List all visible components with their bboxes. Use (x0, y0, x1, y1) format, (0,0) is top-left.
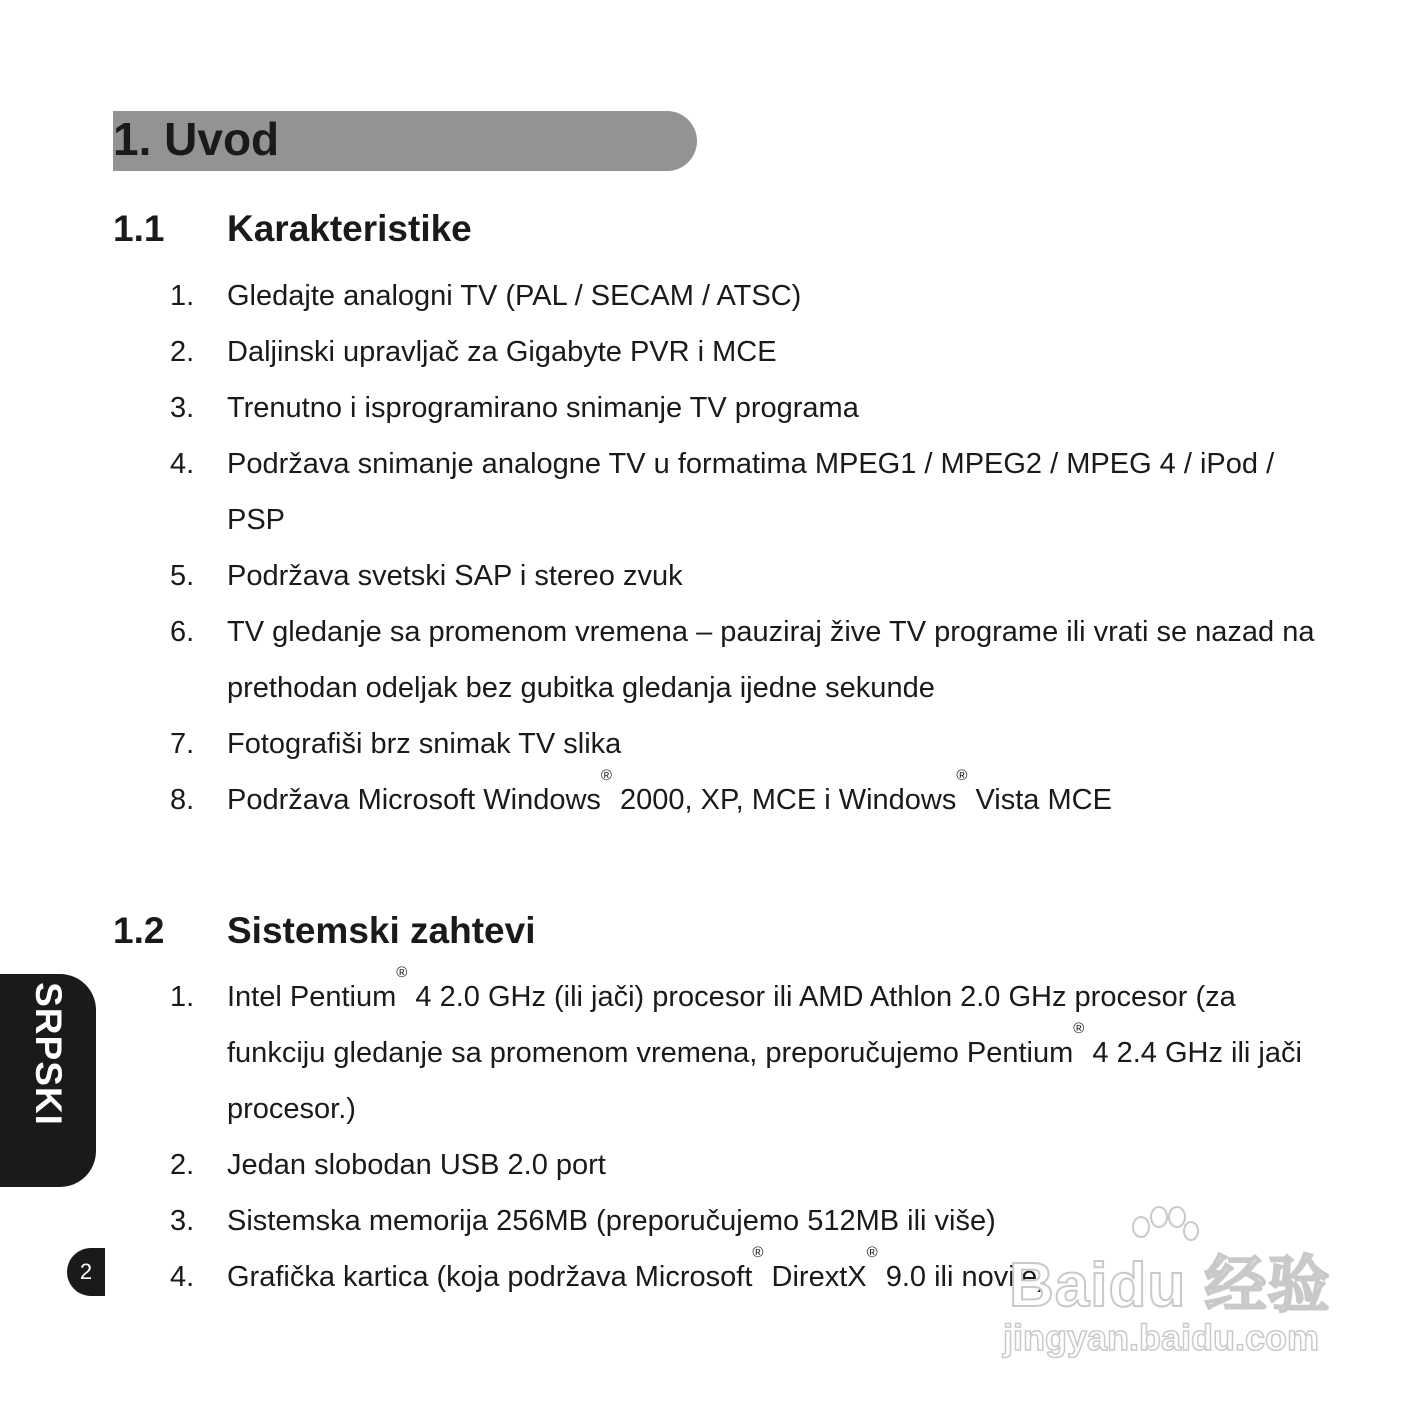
list-item-number: 4. (170, 1261, 195, 1293)
list-item-number: 5. (170, 560, 195, 592)
list-item-text: Sistemska memorija 256MB (preporučujemo 512MB ili više) (227, 1205, 996, 1237)
list-item-text: Trenutno i isprogramirano snimanje TV programa (227, 392, 859, 424)
list-item-text: Jedan slobodan USB 2.0 port (227, 1149, 606, 1181)
list-item-number: 1. (170, 981, 195, 1013)
list-item (0, 716, 1317, 772)
list-item-number: 7. (170, 728, 195, 760)
list-item (0, 767, 1317, 828)
watermark-logo-text: Baidu 经验 (1009, 1251, 1331, 1320)
list-item-number: 3. (170, 1205, 195, 1237)
list-item-text: Podržava snimanje analogne TV u formatima MPEG1 / MPEG2 / MPEG 4 / iPod / PSP (227, 448, 1275, 536)
registered-mark: ® (866, 1244, 878, 1261)
list-item-text: Intel Pentium® 4 2.0 GHz (ili jači) procesor ili AMD Athlon 2.0 GHz procesor (za funkciju gledanje sa promenom vremena, preporučujemo Pentium® 4 2.4 GHz ili jači procesor.) (227, 964, 1302, 1125)
list-item-number: 4. (170, 448, 195, 480)
list-item-number: 3. (170, 392, 195, 424)
registered-mark: ® (956, 767, 968, 784)
list-item (0, 268, 1317, 324)
list-item-number: 2. (170, 336, 195, 368)
section-number: 1.2 (113, 910, 165, 951)
list-item-text: Fotografiši brz snimak TV slika (227, 728, 622, 760)
list-item-text: Podržava Microsoft Windows® 2000, XP, MCE i Windows® Vista MCE (227, 767, 1112, 816)
section-number: 1.1 (113, 208, 165, 249)
list-item-number: 6. (170, 616, 195, 648)
list-item (0, 1193, 1317, 1249)
language-side-tab (0, 974, 96, 1187)
system-requirements-list (0, 964, 1317, 1305)
features-list (0, 268, 1317, 828)
registered-mark: ® (600, 767, 612, 784)
section-title: Karakteristike (227, 208, 472, 249)
list-item (0, 436, 1317, 548)
page-number: 2 (67, 1248, 105, 1296)
list-item-number: 2. (170, 1149, 195, 1181)
list-item (0, 380, 1317, 436)
section-title: Sistemski zahtevi (227, 910, 536, 951)
registered-mark: ® (396, 964, 408, 981)
list-item (0, 1137, 1317, 1193)
list-item-text: TV gledanje sa promenom vremena – pauziraj žive TV programe ili vrati se nazad na prethodan odeljak bez gubitka gledanja ijedne sekunde (227, 616, 1315, 704)
list-item-text: Daljinski upravljač za Gigabyte PVR i MCE (227, 336, 777, 368)
list-item (0, 964, 1317, 1137)
list-item (0, 548, 1317, 604)
list-item-number: 1. (170, 280, 195, 312)
list-item (0, 604, 1317, 716)
list-item-text: Grafička kartica (koja podržava Microsoft® DirextX® 9.0 ili novije) (227, 1244, 1047, 1293)
registered-mark: ® (752, 1244, 764, 1261)
registered-mark: ® (1073, 1020, 1085, 1037)
list-item-number: 8. (170, 784, 195, 816)
list-item-text: Podržava svetski SAP i stereo zvuk (227, 560, 683, 592)
list-item (0, 1244, 1317, 1305)
chapter-title: 1. Uvod (113, 113, 280, 165)
list-item (0, 324, 1317, 380)
list-item-text: Gledajte analogni TV (PAL / SECAM / ATSC) (227, 280, 802, 312)
watermark-url: jingyan.baidu.com (1003, 1317, 1320, 1358)
language-label: SRPSKI (28, 982, 69, 1126)
